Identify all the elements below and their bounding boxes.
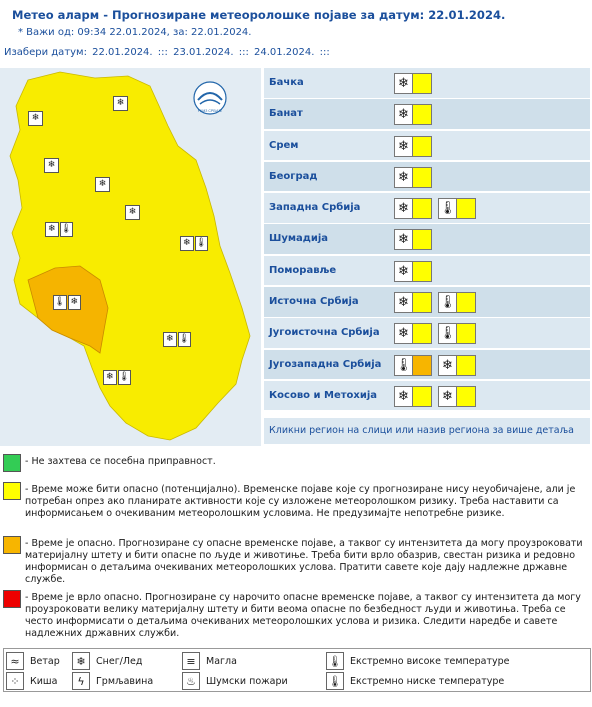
logo-text: РХМЗ СРБИЈЕ xyxy=(197,109,223,113)
legend-rain-label: Киша xyxy=(30,675,58,687)
warning-icons xyxy=(394,198,476,219)
fog-icon: ≡ xyxy=(182,652,200,670)
warning-badge[interactable] xyxy=(394,198,432,219)
legend-red xyxy=(3,590,589,640)
warning-badge[interactable] xyxy=(438,198,476,219)
legend-thunder-label: Грмљавина xyxy=(96,675,154,687)
snow-icon: ❄ xyxy=(44,158,59,173)
map-icon-beograd[interactable] xyxy=(95,177,123,190)
warning-badge[interactable] xyxy=(394,355,432,376)
legend-wind-label: Ветар xyxy=(30,655,60,667)
legend-orange xyxy=(3,536,589,586)
snow-icon: ❄ xyxy=(180,236,194,251)
yellow-square-icon xyxy=(3,482,21,500)
thunder-icon: ϟ xyxy=(72,672,90,690)
red-square-icon xyxy=(3,590,21,608)
warning-level xyxy=(457,324,475,343)
warning-badge[interactable] xyxy=(394,229,432,250)
region-name[interactable]: Шумадија xyxy=(269,233,329,245)
snow-icon: ❄ xyxy=(439,387,457,406)
region-name[interactable]: Бачка xyxy=(269,77,304,88)
region-row[interactable] xyxy=(264,287,590,317)
warning-level xyxy=(413,324,431,343)
legend-rain xyxy=(6,672,57,690)
region-name[interactable]: Источна Србија xyxy=(269,296,359,308)
cold-thermometer-icon: 🌡 xyxy=(178,332,192,347)
choose-date-label: Изабери датум: xyxy=(4,47,87,58)
warning-level xyxy=(457,199,475,218)
warning-icons xyxy=(394,386,476,407)
region-name[interactable]: Западна Србија xyxy=(269,202,361,214)
legend-snow xyxy=(72,652,142,670)
logo xyxy=(194,82,226,114)
legend-fire-label: Шумски пожари xyxy=(206,675,288,687)
warning-level xyxy=(413,387,431,406)
map-icon-southwest-serbia[interactable] xyxy=(53,295,81,308)
region-list xyxy=(264,68,590,412)
warning-badge[interactable] xyxy=(394,323,432,344)
warning-icons xyxy=(394,323,476,344)
map-icon-srem[interactable] xyxy=(44,158,72,171)
date-link-2[interactable]: 23.01.2024. xyxy=(173,47,234,58)
snow-icon: ❄ xyxy=(113,96,128,111)
warning-icons xyxy=(394,136,432,157)
warning-level xyxy=(413,293,431,312)
region-row[interactable] xyxy=(264,162,590,192)
warning-level xyxy=(457,356,475,375)
warning-level xyxy=(457,293,475,312)
warning-icons xyxy=(394,73,432,94)
legend-red-text: - Време је врло опасно. Прогнозиране су нарочито опасне временске појаве, а таквог су интензитета да могу проузроковати велику материјалну штету и бити веома опасне по безбедност људи и животиња. Треба се често информисати о детаљима очекиваних метеоролошких услова и ризика. Следити наредбе и савете надлежних државних служби. xyxy=(25,592,581,639)
snow-icon: ❄ xyxy=(163,332,177,347)
legend-green-text: - Не захтева се посебна приправност. xyxy=(25,456,216,467)
map-icon-backa[interactable] xyxy=(28,111,56,124)
warning-icons xyxy=(394,261,432,282)
warning-level xyxy=(457,387,475,406)
legend-cold xyxy=(326,672,504,690)
legend-yellow xyxy=(3,482,589,520)
region-name[interactable]: Поморавље xyxy=(269,264,337,276)
snow-icon: ❄ xyxy=(395,262,413,281)
date-separator: ::: xyxy=(238,47,249,58)
map-icon-east-serbia[interactable] xyxy=(180,236,208,249)
warning-icons xyxy=(394,229,432,250)
legend-hot xyxy=(326,652,509,670)
snow-icon: ❄ xyxy=(395,105,413,124)
wind-icon: ≈ xyxy=(6,652,24,670)
cold-thermometer-icon: 🌡 xyxy=(395,357,412,373)
warning-level xyxy=(413,105,431,124)
hint-row xyxy=(264,418,590,444)
legend-green xyxy=(3,454,589,468)
icon-legend xyxy=(3,648,591,692)
map-icon-banat[interactable] xyxy=(113,96,141,109)
warning-badge[interactable] xyxy=(394,292,432,313)
region-name[interactable]: Банат xyxy=(269,108,303,120)
warning-badge[interactable] xyxy=(394,104,432,125)
cold-thermometer-icon: 🌡 xyxy=(439,295,456,311)
region-row[interactable] xyxy=(264,350,590,380)
warning-icons xyxy=(394,355,476,376)
green-square-icon xyxy=(3,454,21,472)
region-name[interactable]: Југозападна Србија xyxy=(269,358,382,370)
region-name[interactable]: Југоисточна Србија xyxy=(269,327,380,339)
warning-level xyxy=(413,230,431,249)
warning-badge[interactable] xyxy=(438,292,476,313)
warning-icons xyxy=(394,292,476,313)
cold-thermometer-icon: 🌡 xyxy=(439,326,456,342)
snow-icon: ❄ xyxy=(103,370,117,385)
warning-level xyxy=(413,137,431,156)
legend-thunder xyxy=(72,672,153,690)
region-name[interactable]: Срем xyxy=(269,139,299,151)
region-row[interactable] xyxy=(264,99,590,129)
warning-badge[interactable] xyxy=(394,73,432,94)
map-icon-southeast-serbia[interactable] xyxy=(163,332,191,345)
hint-text: Кликни регион на слици или назив региона за више детаља xyxy=(269,425,575,436)
snow-icon: ❄ xyxy=(125,205,140,220)
warning-badge[interactable] xyxy=(394,136,432,157)
warning-level xyxy=(413,168,431,187)
snow-icon: ❄ xyxy=(395,199,413,218)
map-icon-kosovo[interactable] xyxy=(103,370,131,383)
snow-icon: ❄ xyxy=(395,74,413,93)
map-icon-sumadija[interactable] xyxy=(125,205,153,218)
legend-wind xyxy=(6,652,60,670)
cold-thermometer-icon: 🌡 xyxy=(195,236,209,251)
region-row[interactable] xyxy=(264,256,590,286)
date-separator: ::: xyxy=(157,47,168,58)
page-title: Метео аларм - Прогнозиране метеоролошке појаве за датум: 22.01.2024. xyxy=(12,8,506,22)
warning-level xyxy=(413,199,431,218)
warning-badge[interactable] xyxy=(394,261,432,282)
cold-thermometer-icon: 🌡 xyxy=(439,201,456,217)
warning-level xyxy=(413,74,431,93)
warning-level xyxy=(413,262,431,281)
legend-cold-label: Екстремно ниске температуре xyxy=(350,675,505,687)
orange-square-icon xyxy=(3,536,21,554)
snow-icon: ❄ xyxy=(395,293,413,312)
warning-icons xyxy=(394,104,432,125)
region-row[interactable] xyxy=(264,68,590,98)
forest-fire-icon: ♨ xyxy=(182,672,200,690)
legend-fog xyxy=(182,652,237,670)
cold-thermometer-icon: 🌡 xyxy=(326,672,344,690)
validity-text: * Важи од: 09:34 22.01.2024, за: 22.01.2024. xyxy=(18,27,252,38)
warning-badge[interactable] xyxy=(394,386,432,407)
region-row[interactable] xyxy=(264,193,590,223)
snow-icon: ❄ xyxy=(95,177,110,192)
snow-icon: ❄ xyxy=(395,137,413,156)
warning-badge[interactable] xyxy=(394,167,432,188)
region-name[interactable]: Београд xyxy=(269,170,318,182)
date-separator: ::: xyxy=(319,47,330,58)
snow-icon: ❄ xyxy=(395,387,413,406)
warning-badge[interactable] xyxy=(438,323,476,344)
legend-yellow-text: - Време може бити опасно (потенцијално). Временске појаве које су прогнозиране нису неуобичајене, али је потребан опрез ако планирате активности које су изложене метеоролошком ризику. Треба наставити са информисањем о очекиваним метеоролошким условима. Не предузимајте непотребне ризике. xyxy=(25,484,576,519)
snow-icon: ❄ xyxy=(439,356,457,375)
date-link-3[interactable]: 24.01.2024. xyxy=(254,47,315,58)
date-link-1[interactable]: 22.01.2024. xyxy=(92,47,153,58)
warning-badge[interactable] xyxy=(438,355,476,376)
snow-icon: ❄ xyxy=(395,324,413,343)
snow-icon: ❄ xyxy=(395,230,413,249)
cold-thermometer-icon: 🌡 xyxy=(118,370,132,385)
legend-snow-label: Снег/Лед xyxy=(96,655,143,667)
map-icon-west-serbia[interactable] xyxy=(45,222,73,235)
cold-thermometer-icon: 🌡 xyxy=(60,222,74,237)
legend-hot-label: Екстремно високе температуре xyxy=(350,655,510,667)
snow-icon: ❄ xyxy=(28,111,43,126)
warning-icons xyxy=(394,167,432,188)
warning-level xyxy=(413,356,431,375)
region-name[interactable]: Косово и Метохија xyxy=(269,389,378,401)
snow-icon: ❄ xyxy=(395,168,413,187)
snow-icon: ❄ xyxy=(45,222,59,237)
region-row[interactable] xyxy=(264,224,590,254)
legend-orange-text: - Време је опасно. Прогнозиране су опасне временске појаве, а таквог су интензитета да могу проузроковати материјалну штету и бити опасне по људе и животиње. Треба бити врло обазрив, свестан ризика и редовно информисан о детаљима очекиваних метеоролошких услова. Пратити савете које дају надлежне државне службе. xyxy=(25,538,583,585)
hot-thermometer-icon: 🌡 xyxy=(326,652,344,670)
cold-thermometer-icon: 🌡 xyxy=(53,295,67,310)
region-row[interactable] xyxy=(264,131,590,161)
warning-badge[interactable] xyxy=(438,386,476,407)
snow-icon: ❄ xyxy=(72,652,90,670)
rain-icon: ⁘ xyxy=(6,672,24,690)
date-selector xyxy=(4,47,332,58)
legend-fire xyxy=(182,672,288,690)
region-row[interactable] xyxy=(264,318,590,348)
region-row[interactable] xyxy=(264,381,590,411)
legend-fog-label: Магла xyxy=(206,655,237,667)
snow-icon: ❄ xyxy=(68,295,82,310)
